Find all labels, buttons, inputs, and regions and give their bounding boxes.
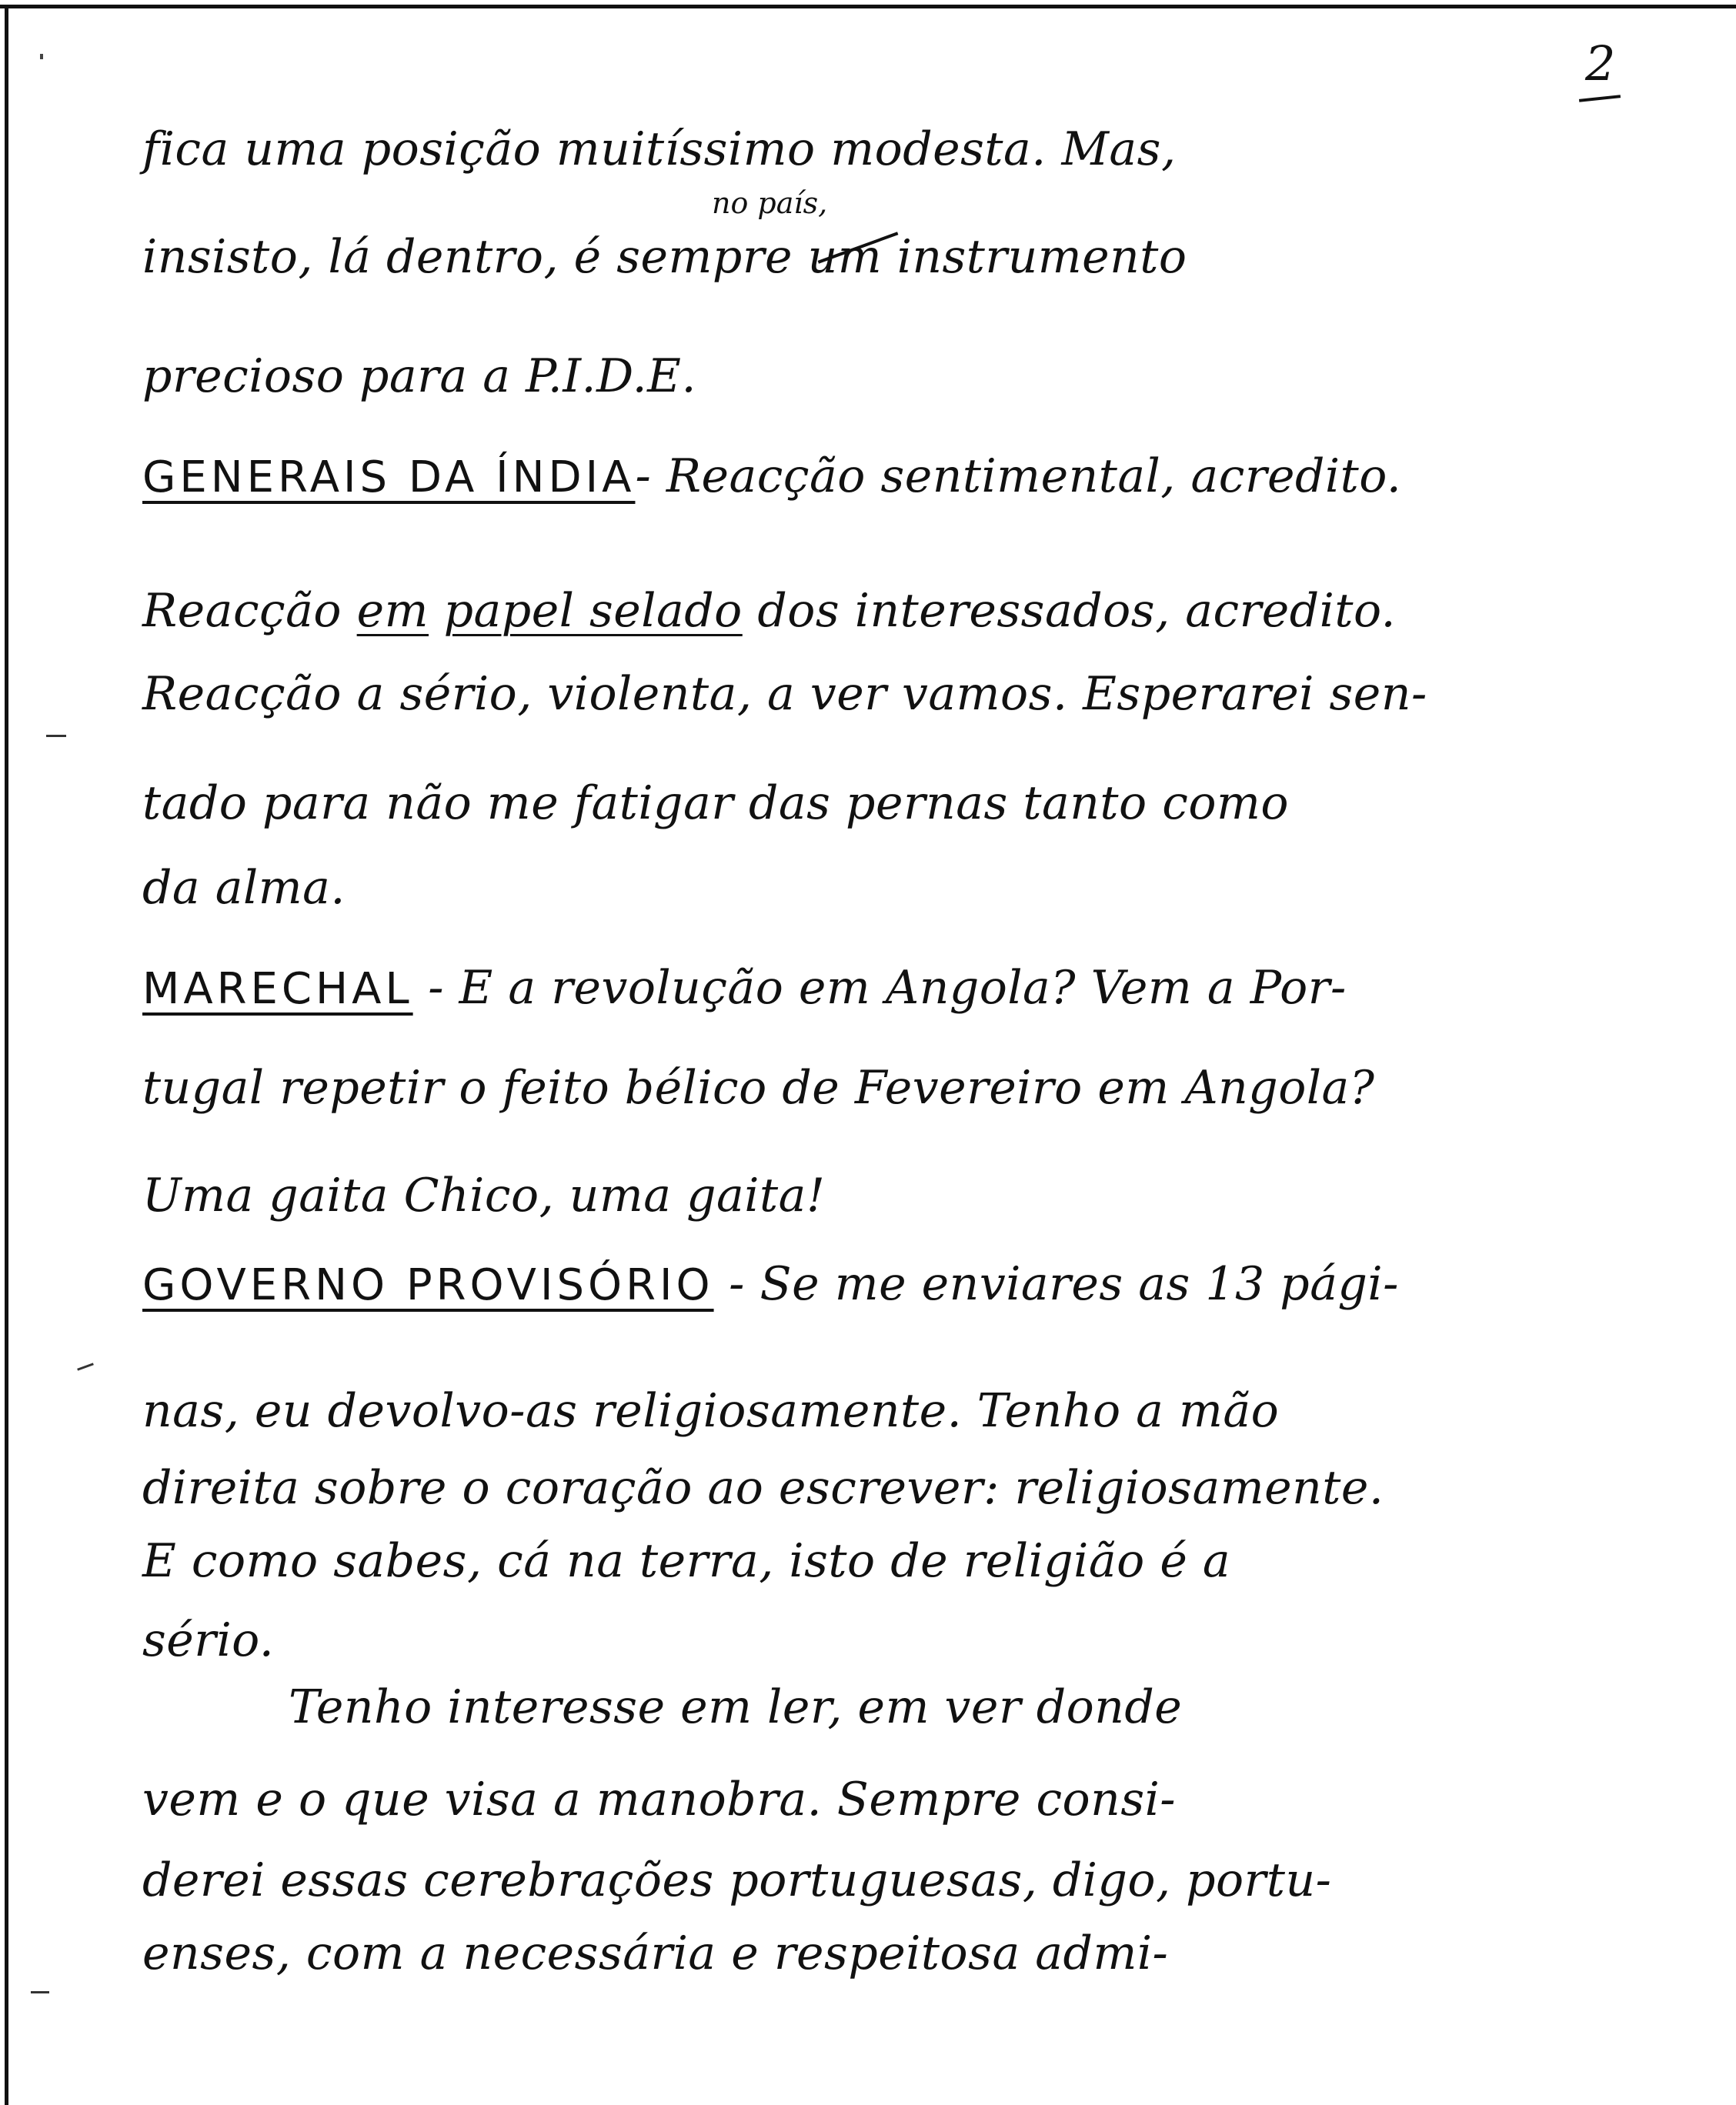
margin-dash: [31, 1991, 49, 1993]
page-number-mark: [1579, 95, 1621, 102]
text-line-16: sério.: [142, 1613, 275, 1667]
text-line-9-rest: - E a revolução em Angola? Vem a Por-: [412, 961, 1347, 1015]
text-line-12-rest: - Se me enviares as 13 pági-: [713, 1257, 1399, 1311]
text-line-6: Reacção a sério, violenta, a ver vamos. Esperarei sen-: [142, 667, 1427, 721]
text-line-4: [142, 450, 1401, 503]
text-line-18: vem e o que visa a manobra. Sempre consi-: [142, 1773, 1177, 1826]
text-line-1: fica uma posição muitíssimo modesta. Mas,: [142, 122, 1177, 176]
text-line-13: nas, eu devolvo-as religiosamente. Tenho a mão: [142, 1384, 1280, 1438]
text-line-3: precioso para a P.I.D.E.: [142, 349, 697, 403]
text-line-5-start: Reacção: [142, 584, 357, 638]
text-line-15: E como sabes, cá na terra, isto de religião é a: [142, 1534, 1231, 1588]
text-line-7: tado para não me fatigar das pernas tanto como: [142, 776, 1289, 830]
text-line-14: direita sobre o coração ao escrever: religiosamente.: [142, 1461, 1384, 1515]
text-line-9: [142, 962, 1347, 1015]
text-line-17: Tenho interesse em ler, em ver donde: [289, 1680, 1183, 1734]
section-heading-governo: GOVERNO PROVISÓRIO: [142, 1260, 714, 1310]
text-line-20: enses, com a necessária e respeitosa admi-: [142, 1927, 1169, 1980]
text-line-5: [142, 585, 1396, 638]
text-line-19: derei essas cerebrações portuguesas, digo, portu-: [142, 1853, 1332, 1907]
text-line-4-rest: - Reacção sentimental, acredito.: [635, 449, 1402, 503]
text-line-2: insisto, lá dentro, é sempre um instrumento: [142, 230, 1187, 284]
text-line-10: tugal repetir o feito bélico de Fevereiro em Angola?: [142, 1061, 1375, 1115]
section-heading-marechal: MARECHAL: [142, 964, 413, 1014]
underlined-em: em: [356, 584, 429, 638]
scan-speck: [40, 54, 43, 59]
underlined-papel-selado: papel selado: [443, 584, 743, 638]
page-number: 2: [1585, 35, 1616, 92]
section-heading-generais: GENERAIS DA ÍNDIA: [142, 452, 636, 502]
scan-border-left: [5, 5, 8, 2105]
text-line-5-end: dos interessados, acredito.: [742, 584, 1397, 638]
text-line-8: da alma.: [142, 861, 346, 915]
margin-dash: [46, 735, 66, 737]
text-line-12: [142, 1258, 1399, 1311]
margin-dash: [77, 1363, 94, 1370]
text-line-11: Uma gaita Chico, uma gaita!: [142, 1169, 826, 1223]
insertion-note: no país,: [712, 186, 828, 220]
scan-border-top: [0, 5, 1736, 8]
